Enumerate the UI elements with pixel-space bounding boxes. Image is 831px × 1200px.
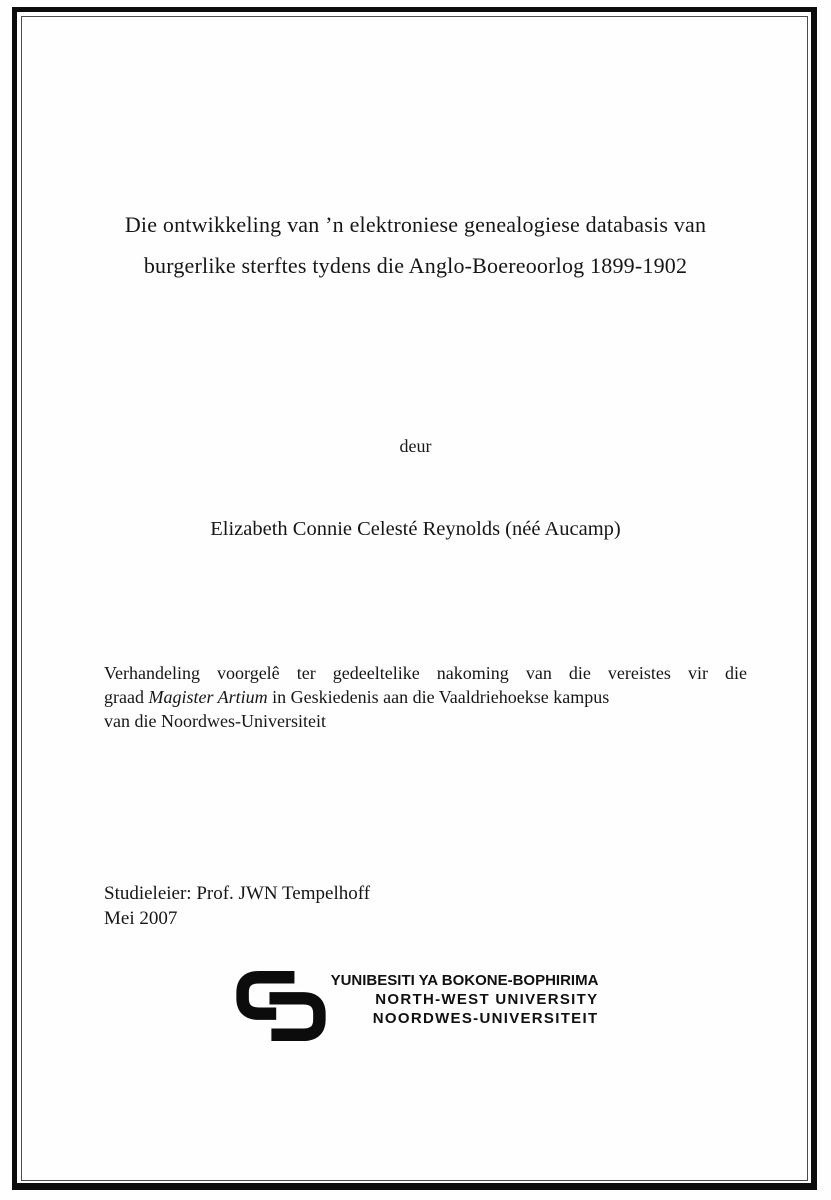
- title-line-2: burgerlike sterftes tydens die Anglo-Boereoorlog 1899-1902: [143, 253, 688, 278]
- logo-line-setswana: YUNIBESITI YA BOKONE-BOPHIRIMA: [330, 972, 599, 989]
- byline-label: deur: [399, 436, 432, 456]
- date-line: Mei 2007: [104, 908, 178, 929]
- statement-line-2-post: in Geskiedenis aan die Vaaldriehoekse kampus: [267, 687, 610, 707]
- degree-statement: [104, 661, 747, 733]
- thesis-title: [40, 204, 791, 286]
- author-name: Elizabeth Connie Celesté Reynolds (néé Aucamp): [210, 518, 621, 540]
- university-logo-text: [331, 971, 599, 1028]
- statement-line-2: [104, 685, 747, 709]
- logo-line-english: NORTH-WEST UNIVERSITY: [375, 991, 599, 1008]
- supervisor-and-date: [104, 881, 370, 931]
- statement-line-2-pre: graad: [104, 687, 149, 707]
- title-line-1: Die ontwikkeling van ’n elektroniese genealogiese databasis van: [124, 212, 707, 237]
- university-logo: [0, 963, 831, 1049]
- chain-links-icon: [233, 963, 329, 1049]
- statement-line-3: van die Noordwes-Universiteit: [104, 711, 326, 731]
- logo-line-afrikaans: NOORDWES-UNIVERSITEIT: [372, 1010, 599, 1027]
- statement-line-1: Verhandeling voorgelê ter gedeeltelike nakoming van die vereistes vir die: [104, 663, 747, 683]
- degree-name-italic: Magister Artium: [148, 687, 268, 707]
- supervisor-line: Studieleier: Prof. JWN Tempelhoff: [104, 883, 371, 904]
